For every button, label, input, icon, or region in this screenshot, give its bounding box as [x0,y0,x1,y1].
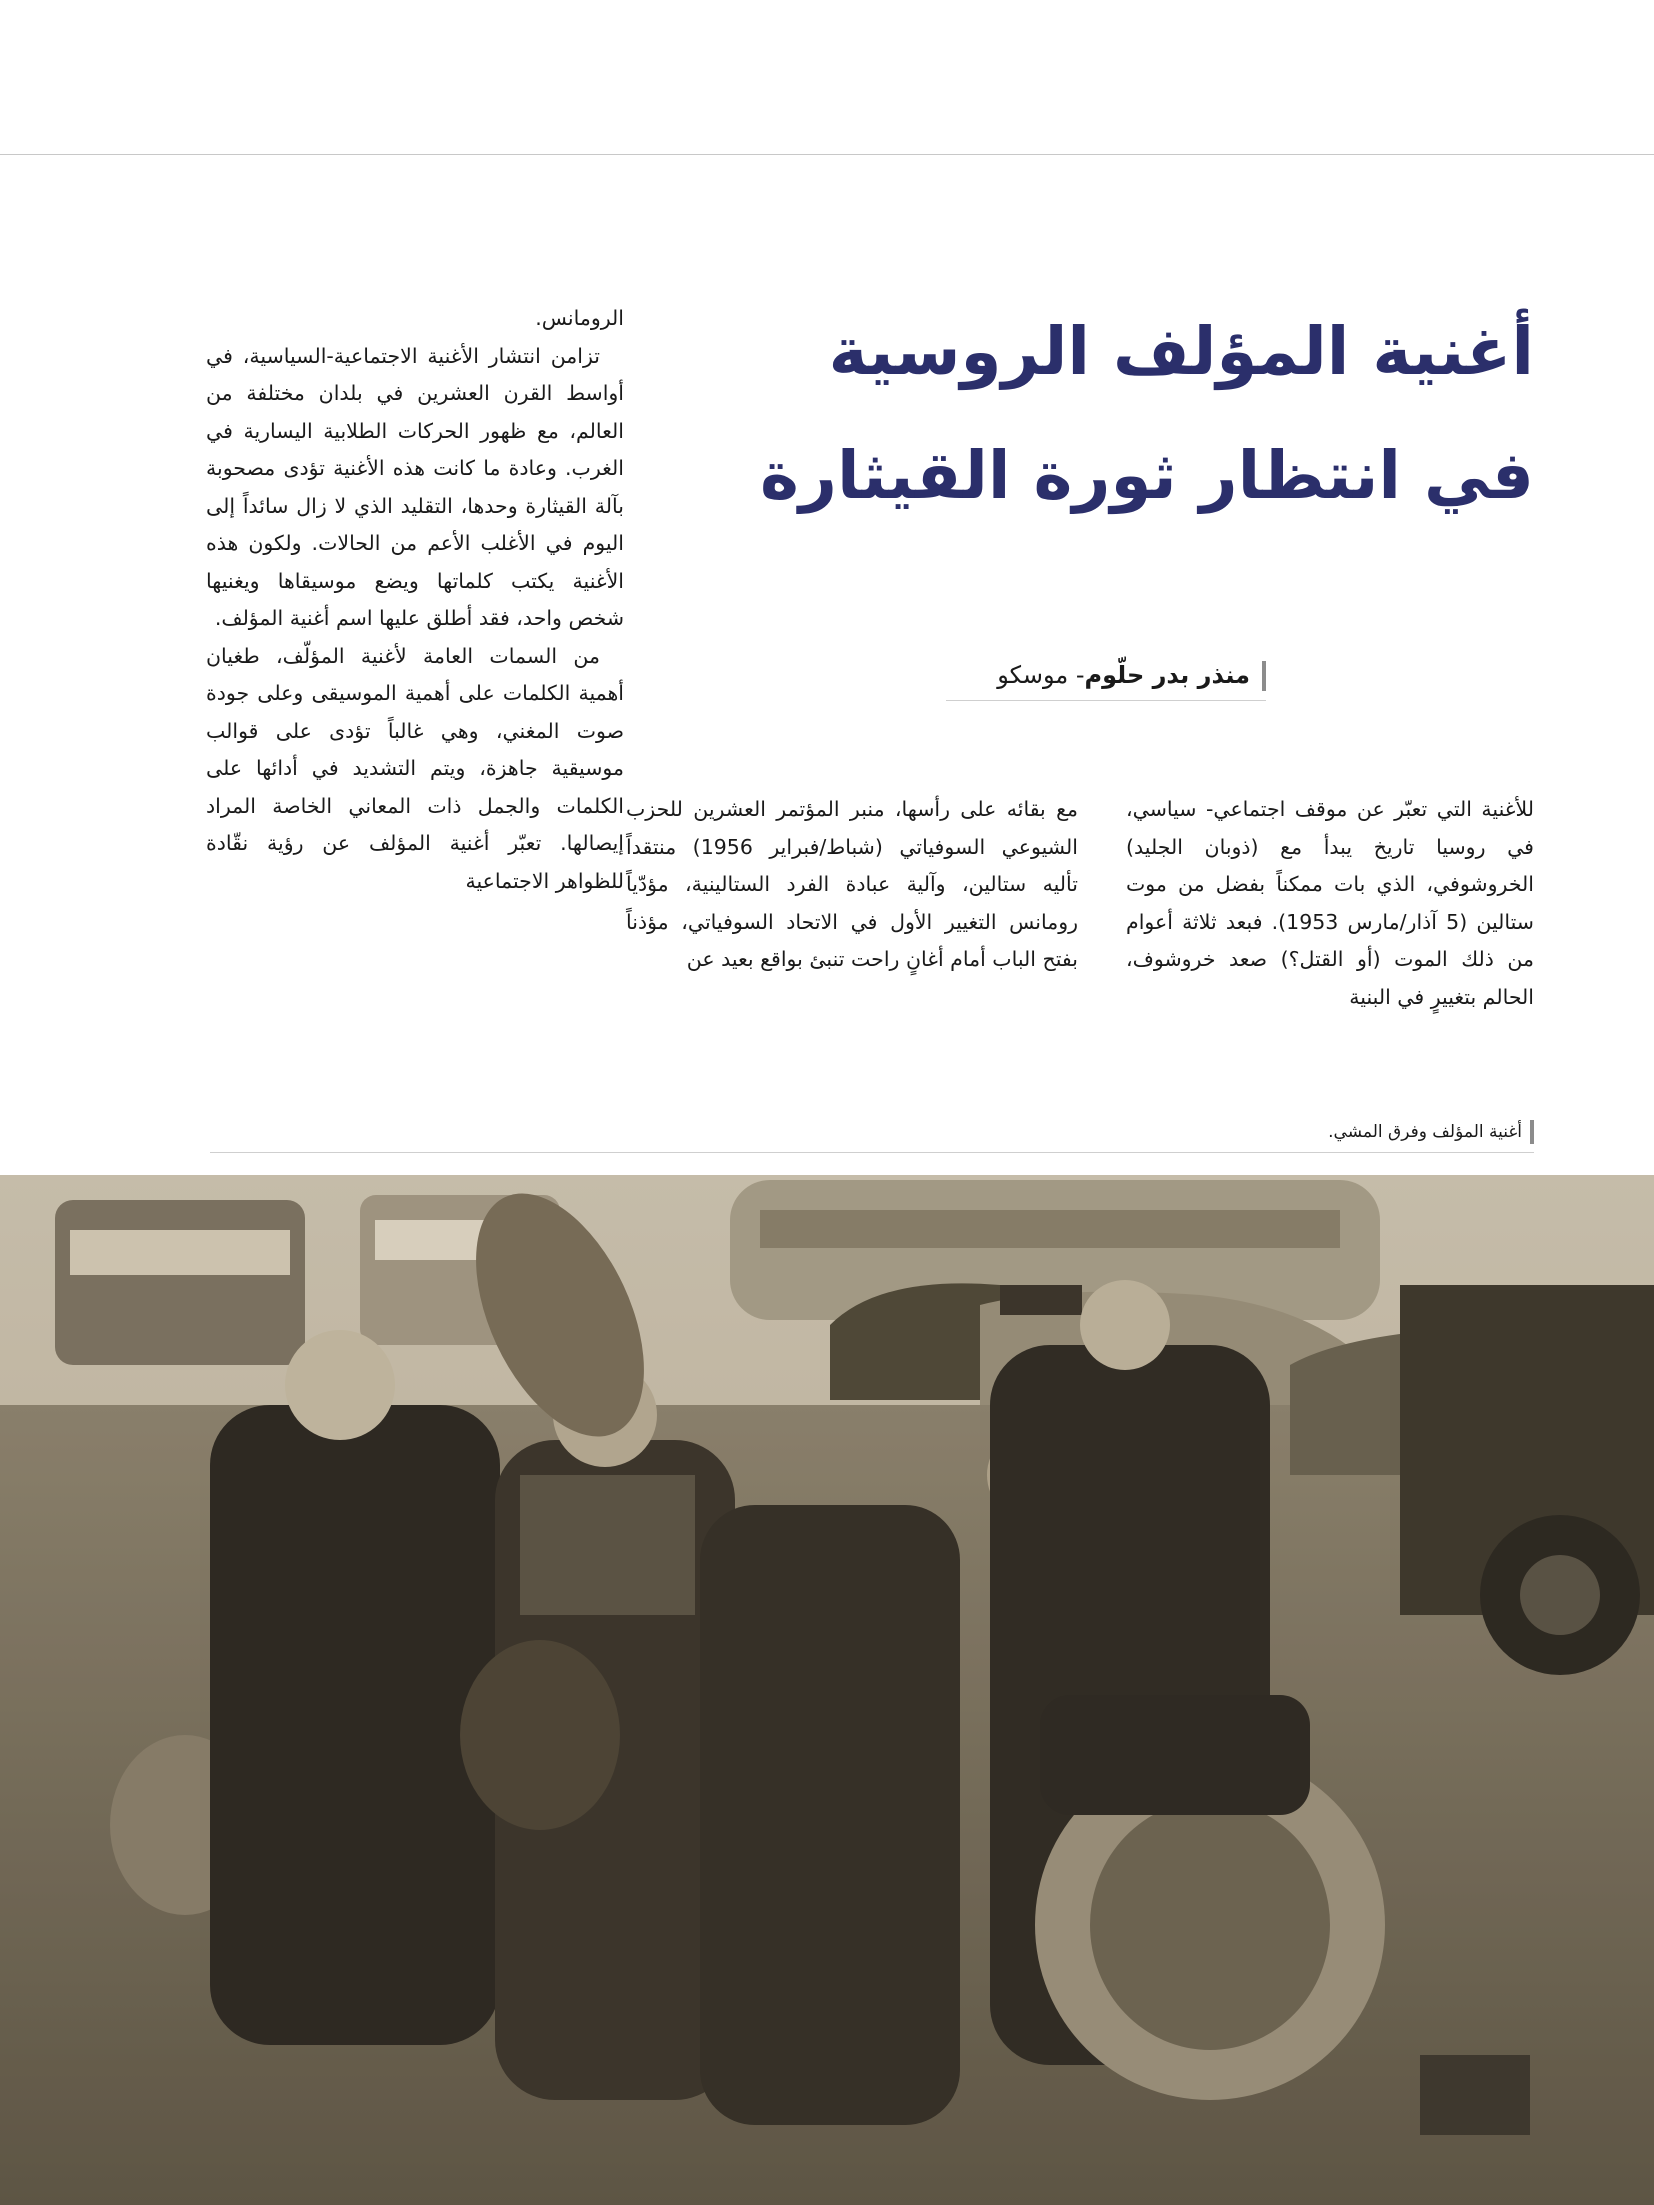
paragraph: مع بقائه على رأسها، منبر المؤتمر العشرين للحزب الشيوعي السوفياتي (شباط/فبراير 1956) منتقداً تأليه ستالين، وآلية عبادة الفرد الستالينية، مؤدّياً رومانس التغيير الأول في الاتحاد السوفياتي، مؤذناً بفتح الباب أمام أغانٍ راحت تنبئ بواقع بعيد عن [626,797,1078,971]
body-column-right [1126,791,1534,1016]
author-location: - موسكو [997,661,1085,689]
top-rule [0,154,1654,155]
photo [0,1175,1654,2205]
article-title [674,290,1534,538]
caption-bar [1530,1120,1534,1144]
paragraph: الرومانس. [535,306,624,330]
caption-text: أغنية المؤلف وفرق المشي. [1328,1122,1522,1142]
author-name: منذر بدر حلّوم [1084,661,1250,689]
photo-caption [210,1112,1534,1153]
paragraph: تزامن انتشار الأغنية الاجتماعية-السياسية، في أواسط القرن العشرين في بلدان مختلفة من العالم، مع ظهور الحركات الطلابية اليسارية في الغرب. وعادة ما كانت هذه الأغنية تؤدى مصحوبة بآلة القيثارة وحدها، التقليد الذي لا زال سائداً إلى اليوم في الأغلب الأعم من الحالات. ولكون هذه الأغنية يكتب كلماتها ويضع موسيقاها ويغنيها شخص واحد، فقد أطلق عليها اسم أغنية المؤلف. [206,343,624,630]
title-line-2: في انتظار ثورة القيثارة [760,437,1534,514]
byline-bar [1262,661,1266,691]
paragraph: من السمات العامة لأغنية المؤلّف، طغيان أهمية الكلمات على أهمية الموسيقى وعلى جودة صوت المغني، وهي غالباً تؤدى على قوالب موسيقية جاهزة، ويتم التشديد في أدائها على الكلمات والجمل ذات المعاني الخاصة المراد إيصالها. تعبّر أغنية المؤلف عن رؤية نقّادة للظواهر الاجتماعية [206,643,624,893]
body-column-left [206,300,624,900]
title-line-1: أغنية المؤلف الروسية [828,313,1534,390]
body-column-middle [626,791,1078,979]
byline [946,650,1266,701]
photo-icon [0,1175,1654,2205]
paragraph: للأغنية التي تعبّر عن موقف اجتماعي- سياسي، في روسيا تاريخ يبدأ مع (ذوبان الجليد) الخروشوفي، الذي بات ممكناً بفضل من موت ستالين (5 آذار/مارس 1953). فبعد ثلاثة أعوام من ذلك الموت (أو القتل؟) صعد خروشوف، الحالم بتغييرٍ في البنية [1126,797,1534,1009]
